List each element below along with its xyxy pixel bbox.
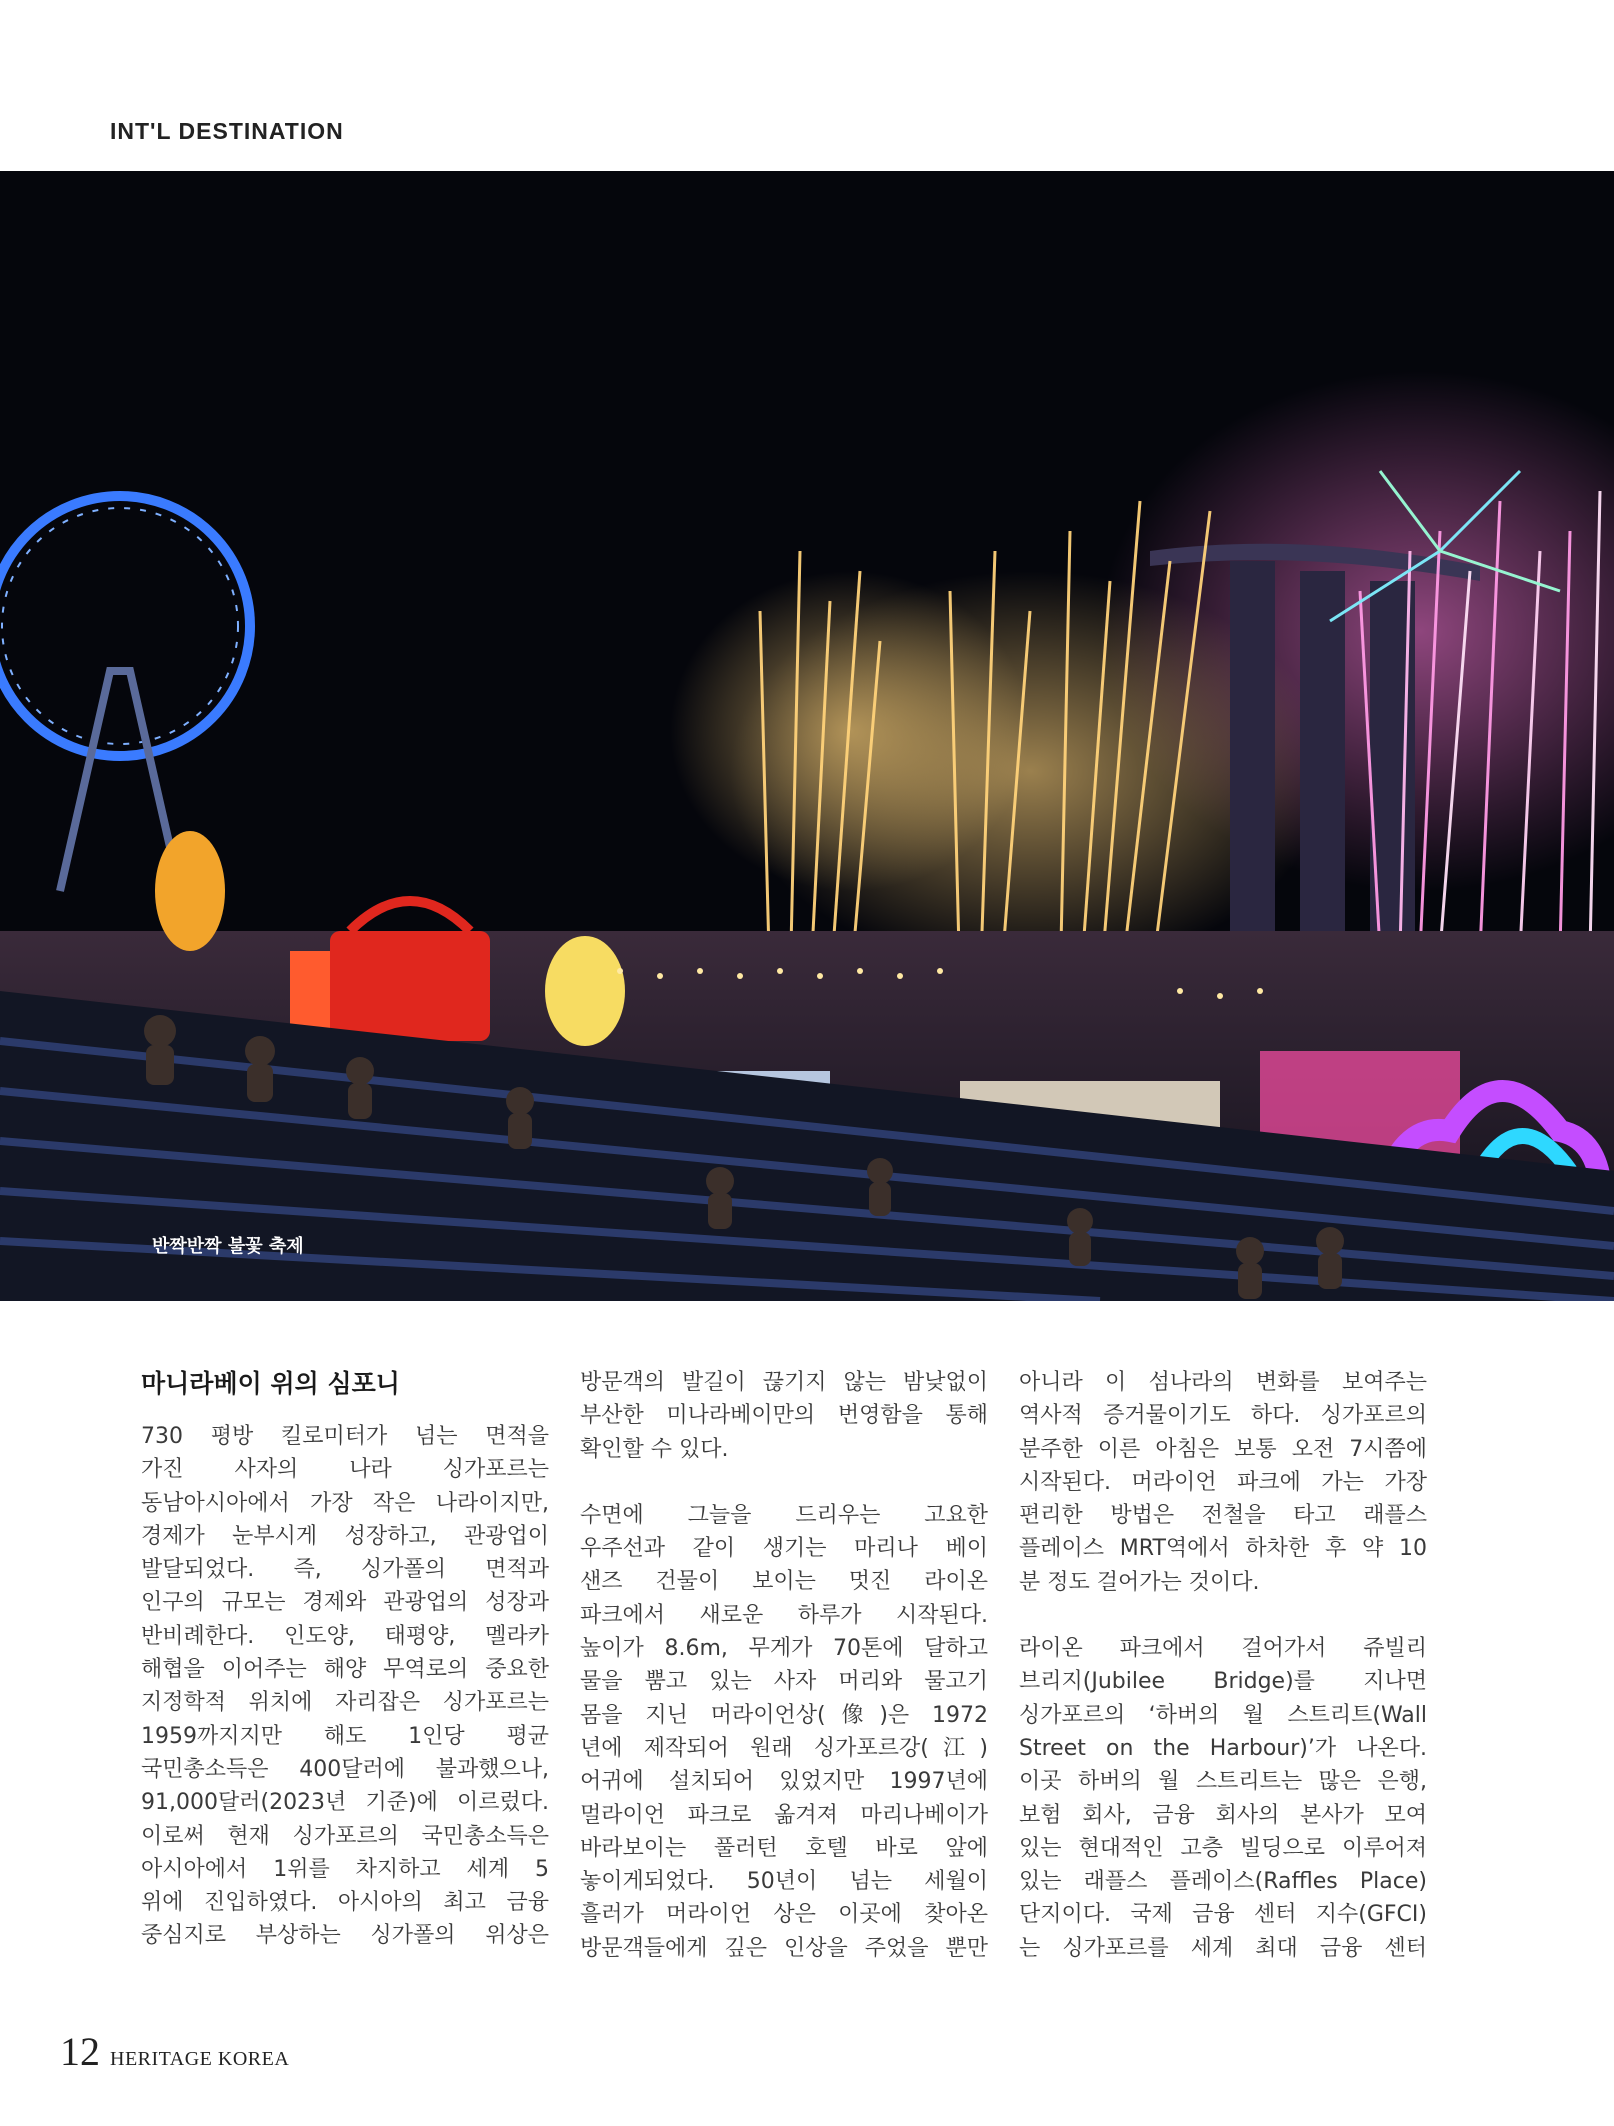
text-line: 년에 제작되어 원래 싱가포르강(江) — [580, 1735, 988, 1761]
article-column-1 — [141, 1366, 549, 1953]
text-line: 방문객들에게 깊은 인상을 주었을 뿐만 — [580, 1935, 988, 1961]
text-line: 높이가 8.6m, 무게가 70톤에 달하고 — [580, 1636, 988, 1662]
text-line: 1959까지지만 해도 1인당 평균 — [141, 1723, 549, 1749]
text-line: 흘러가 머라이언 상은 이곳에 찾아온 — [580, 1902, 988, 1928]
text-line: 91,000달러(2023년 기준)에 이르렀다. — [141, 1790, 549, 1816]
text-line: 물을 뿜고 있는 사자 머리와 물고기 — [580, 1669, 988, 1695]
page-footer — [60, 2028, 289, 2075]
text-line: 바라보이는 풀러턴 호텔 바로 앞에 — [580, 1835, 988, 1861]
text-line: 라이온 파크에서 걸어가서 쥬빌리 — [1019, 1636, 1427, 1662]
article-column-2 — [580, 1366, 988, 1965]
text-line: 분 정도 걸어가는 것이다. — [1019, 1569, 1260, 1595]
text-line: 단지이다. 국제 금융 센터 지수(GFCI) — [1019, 1902, 1427, 1928]
text-line: 샌즈 건물이 보이는 멋진 라이온 — [580, 1569, 988, 1595]
fireworks-festival-illustration — [0, 171, 1614, 1301]
text-line: 방문객의 발길이 끊기지 않는 밤낮없이 — [580, 1370, 988, 1395]
text-line: 해협을 이어주는 해양 무역로의 중요한 — [141, 1657, 549, 1683]
text-line: 국민총소득은 400달러에 불과했으나, — [141, 1756, 549, 1782]
text-line: 편리한 방법은 전철을 타고 래플스 — [1019, 1503, 1427, 1529]
text-line: 730 평방 킬로미터가 넘는 면적을 — [141, 1424, 549, 1449]
page-number: 12 — [60, 2029, 100, 2074]
text-line: 플레이스 MRT역에서 하차한 후 약 10 — [1019, 1536, 1427, 1562]
text-line: 있는 래플스 플레이스(Raffles Place) — [1019, 1869, 1427, 1895]
paragraph — [1019, 1366, 1427, 1599]
text-line: 이로써 현재 싱가포르의 국민총소득은 — [141, 1823, 549, 1849]
text-line: 발달되었다. 즉, 싱가폴의 면적과 — [141, 1557, 549, 1583]
text-line: 멀라이언 파크로 옮겨져 마리나베이가 — [580, 1802, 988, 1828]
text-line: 몸을 지닌 머라이언상(像)은 1972 — [580, 1702, 988, 1728]
text-line: 위에 진입하였다. 아시아의 최고 금융 — [141, 1890, 549, 1916]
text-line: 반비례한다. 인도양, 태평양, 멜라카 — [141, 1623, 549, 1649]
text-line: 는 싱가포르를 세계 최대 금융 센터 — [1019, 1935, 1427, 1961]
text-line: 이곳 하버의 월 스트리트는 많은 은행, — [1019, 1769, 1427, 1795]
text-line: 시작된다. 머라이언 파크에 가는 가장 — [1019, 1469, 1427, 1495]
text-line: 아시아에서 1위를 차지하고 세계 5 — [141, 1856, 549, 1882]
photo-caption: 반짝반짝 불꽃 축제 — [152, 1236, 304, 1257]
text-line: 확인할 수 있다. — [580, 1436, 729, 1462]
publication-name: HERITAGE KOREA — [110, 2048, 290, 2070]
text-line: 우주선과 같이 생기는 마리나 베이 — [580, 1536, 988, 1562]
text-line: 분주한 이른 아침은 보통 오전 7시쯤에 — [1019, 1436, 1427, 1462]
paragraph — [141, 1420, 549, 1953]
text-line: 경제가 눈부시게 성장하고, 관광업이 — [141, 1523, 549, 1549]
text-line: 있는 현대적인 고층 빌딩으로 이루어져 — [1019, 1835, 1427, 1861]
section-label: INT'L DESTINATION — [110, 118, 344, 144]
paragraph — [580, 1366, 988, 1466]
text-line: 부산한 미나라베이만의 번영함을 통해 — [580, 1403, 988, 1429]
text-line: 보험 회사, 금융 회사의 본사가 모여 — [1019, 1802, 1427, 1828]
text-line: 아니라 이 섬나라의 변화를 보여주는 — [1019, 1370, 1427, 1395]
text-line: 브리지(Jubilee Bridge)를 지나면 — [1019, 1669, 1427, 1695]
text-line: 중심지로 부상하는 싱가폴의 위상은 — [141, 1923, 549, 1949]
text-line: 지정학적 위치에 자리잡은 싱가포르는 — [141, 1690, 549, 1716]
paragraph — [580, 1499, 988, 1965]
text-line: 수면에 그늘을 드리우는 고요한 — [580, 1502, 988, 1528]
text-line: 놓이게되었다. 50년이 넘는 세월이 — [580, 1869, 988, 1895]
text-line: 파크에서 새로운 하루가 시작된다. — [580, 1602, 988, 1628]
text-line: Street on the Harbour)’가 나온다. — [1019, 1735, 1427, 1761]
article-column-3 — [1019, 1366, 1427, 1965]
text-line: 가진 사자의 나라 싱가포르는 — [141, 1457, 549, 1483]
hero-photo — [0, 171, 1614, 1301]
text-line: 동남아시아에서 가장 작은 나라이지만, — [141, 1490, 549, 1516]
article-heading: 마니라베이 위의 심포니 — [141, 1369, 400, 1398]
text-line: 인구의 규모는 경제와 관광업의 성장과 — [141, 1590, 549, 1616]
text-line: 역사적 증거물이기도 하다. 싱가포르의 — [1019, 1403, 1427, 1429]
text-line: 어귀에 설치되어 있었지만 1997년에 — [580, 1769, 988, 1795]
paragraph — [1019, 1632, 1427, 1965]
text-line: 싱가포르의 ‘하버의 월 스트리트(Wall — [1019, 1702, 1427, 1728]
